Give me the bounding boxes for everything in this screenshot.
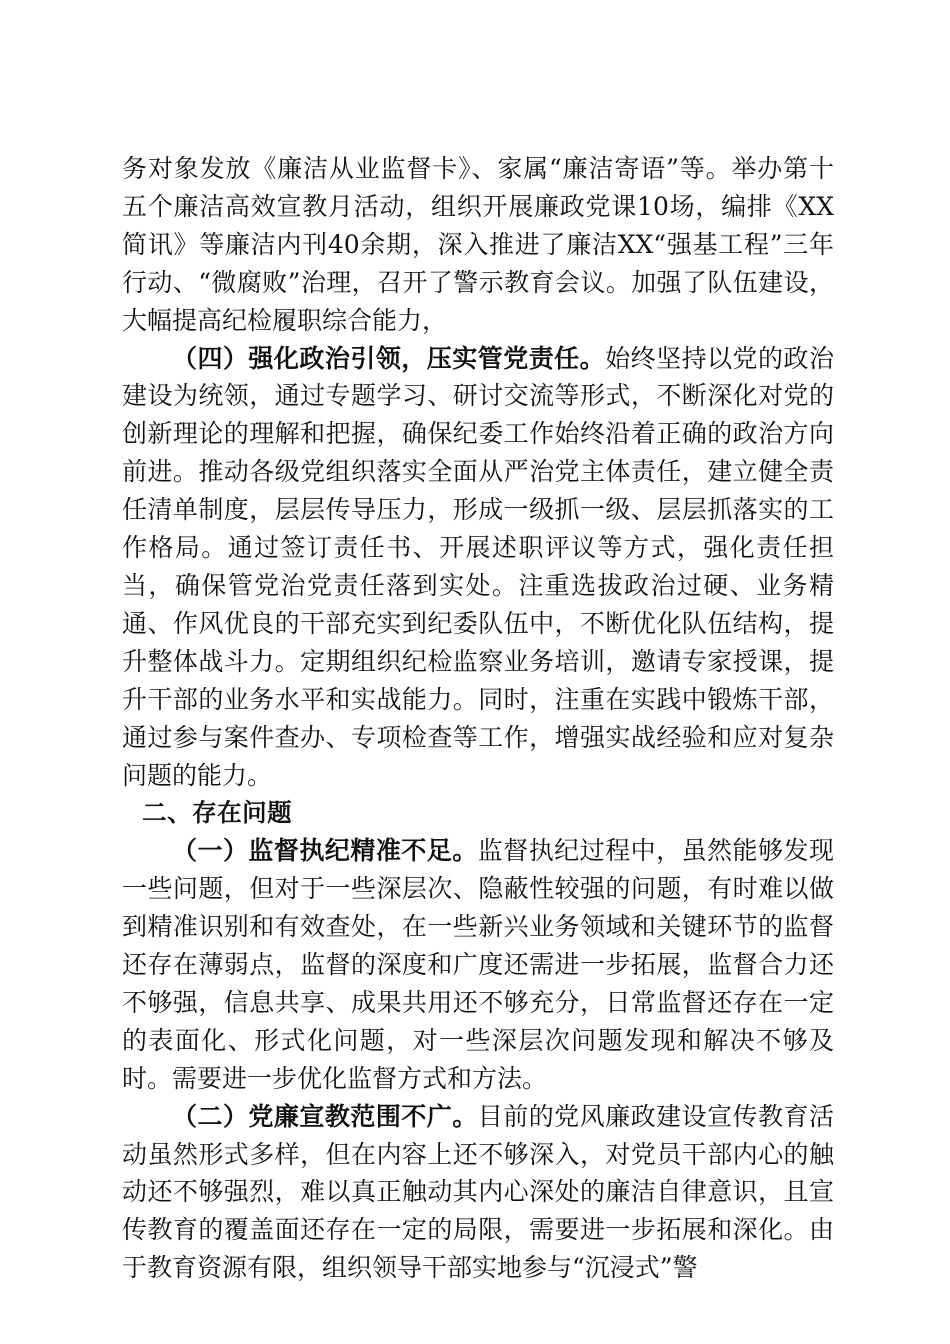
item-4-lead: （四）强化政治引领，压实管党责任。 <box>172 343 606 373</box>
paragraph-problem-2 <box>122 1098 834 1288</box>
paragraph-item-4 <box>122 340 834 795</box>
section-heading-problems: 二、存在问题 <box>142 798 293 828</box>
paragraph-problem-1 <box>122 832 834 1097</box>
document-body <box>122 150 834 1287</box>
paragraph-continued <box>122 150 834 340</box>
problem-1-lead: （一）监督执纪精准不足。 <box>172 836 478 866</box>
problem-2-lead: （二）党廉宣教范围不广。 <box>172 1101 478 1131</box>
problem-2-text: 目前的党风廉政建设宣传教育活动虽然形式多样，但在内容上还不够深入，对党员干部内心的触动还不够强烈，难以真正触动其内心深处的廉洁自律意识，且宣传教育的覆盖面还存在一定的局限，需要进一步拓展和深化。由于教育资源有限，组织领导干部实地参与“沉浸式”警 <box>122 1101 834 1283</box>
paragraph-text: 务对象发放《廉洁从业监督卡》、家属“廉洁寄语”等。举办第十五个廉洁高效宣教月活动，组织开展廉政党课10场，编排《XX简讯》等廉洁内刊40余期，深入推进了廉洁XX“强基工程”三年行动、“微腐败”治理，召开了警示教育会议。加强了队伍建设，大幅提高纪检履职综合能力， <box>122 154 834 335</box>
problem-1-text: 监督执纪过程中，虽然能够发现一些问题，但对于一些深层次、隐蔽性较强的问题，有时难以做到精准识别和有效查处，在一些新兴业务领域和关键环节的监督还存在薄弱点，监督的深度和广度还需进一步拓展，监督合力还不够强，信息共享、成果共用还不够充分，日常监督还存在一定的表面化、形式化问题，对一些深层次问题发现和解决不够及时。需要进一步优化监督方式和方法。 <box>122 836 834 1093</box>
item-4-text: 始终坚持以党的政治建设为统领，通过专题学习、研讨交流等形式，不断深化对党的创新理论的理解和把握，确保纪委工作始终沿着正确的政治方向前进。推动各级党组织落实全面从严治党主体责任，建立健全责任清单制度，层层传导压力，形成一级抓一级、层层抓落实的工作格局。通过签订责任书、开展述职评议等方式，强化责任担当，确保管党治党责任落到实处。注重选拔政治过硬、业务精通、作风优良的干部充实到纪委队伍中，不断优化队伍结构，提升整体战斗力。定期组织纪检监察业务培训，邀请专家授课，提升干部的业务水平和实战能力。同时，注重在实践中锻炼干部，通过参与案件查办、专项检查等工作，增强实战经验和应对复杂问题的能力。 <box>122 343 834 790</box>
